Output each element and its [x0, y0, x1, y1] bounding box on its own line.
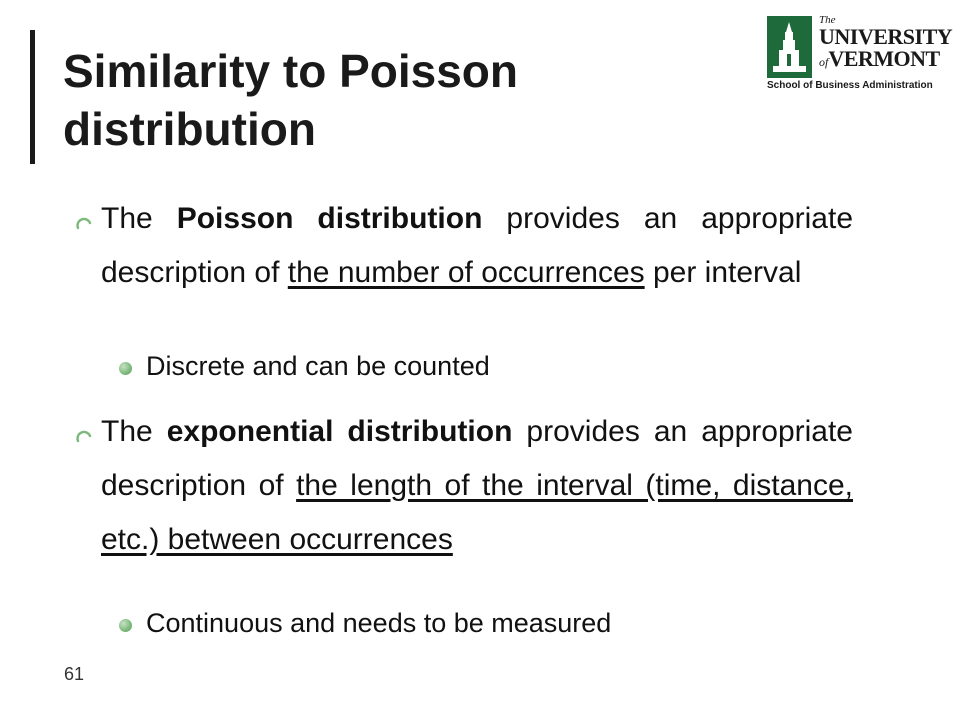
sub-bullet-item: Continuous and needs to be measured [146, 608, 612, 638]
seal-icon [767, 16, 812, 78]
swirl-bullet-icon [75, 427, 93, 445]
emphasis-term: exponential distribution [166, 415, 513, 448]
logo-wordmark: The UNIVERSITY ofVERMONT [819, 14, 953, 71]
slide-title: Similarity to Poisson distribution [63, 45, 518, 155]
underlined-phrase: the length of the interval (time, distance, etc.) between occurrences [101, 469, 853, 556]
title-accent-bar [30, 30, 35, 164]
page-number: 61 [64, 664, 85, 684]
swirl-bullet-icon [75, 214, 93, 232]
underlined-phrase: the number of occurrences [287, 256, 645, 289]
round-bullet-icon [119, 362, 132, 375]
sub-bullet-item: Discrete and can be counted [146, 351, 490, 381]
logo-subtitle: School of Business Administration [767, 80, 933, 91]
university-logo [767, 14, 953, 94]
bullet-item: The Poisson distribution provides an appropriate description of the number of occurrences per interval [101, 202, 853, 289]
bullet-item: The exponential distribution provides an appropriate description of the length of the interval (time, distance, etc.) between occurrences [101, 415, 853, 556]
round-bullet-icon [119, 619, 132, 632]
emphasis-term: Poisson distribution [176, 202, 483, 235]
